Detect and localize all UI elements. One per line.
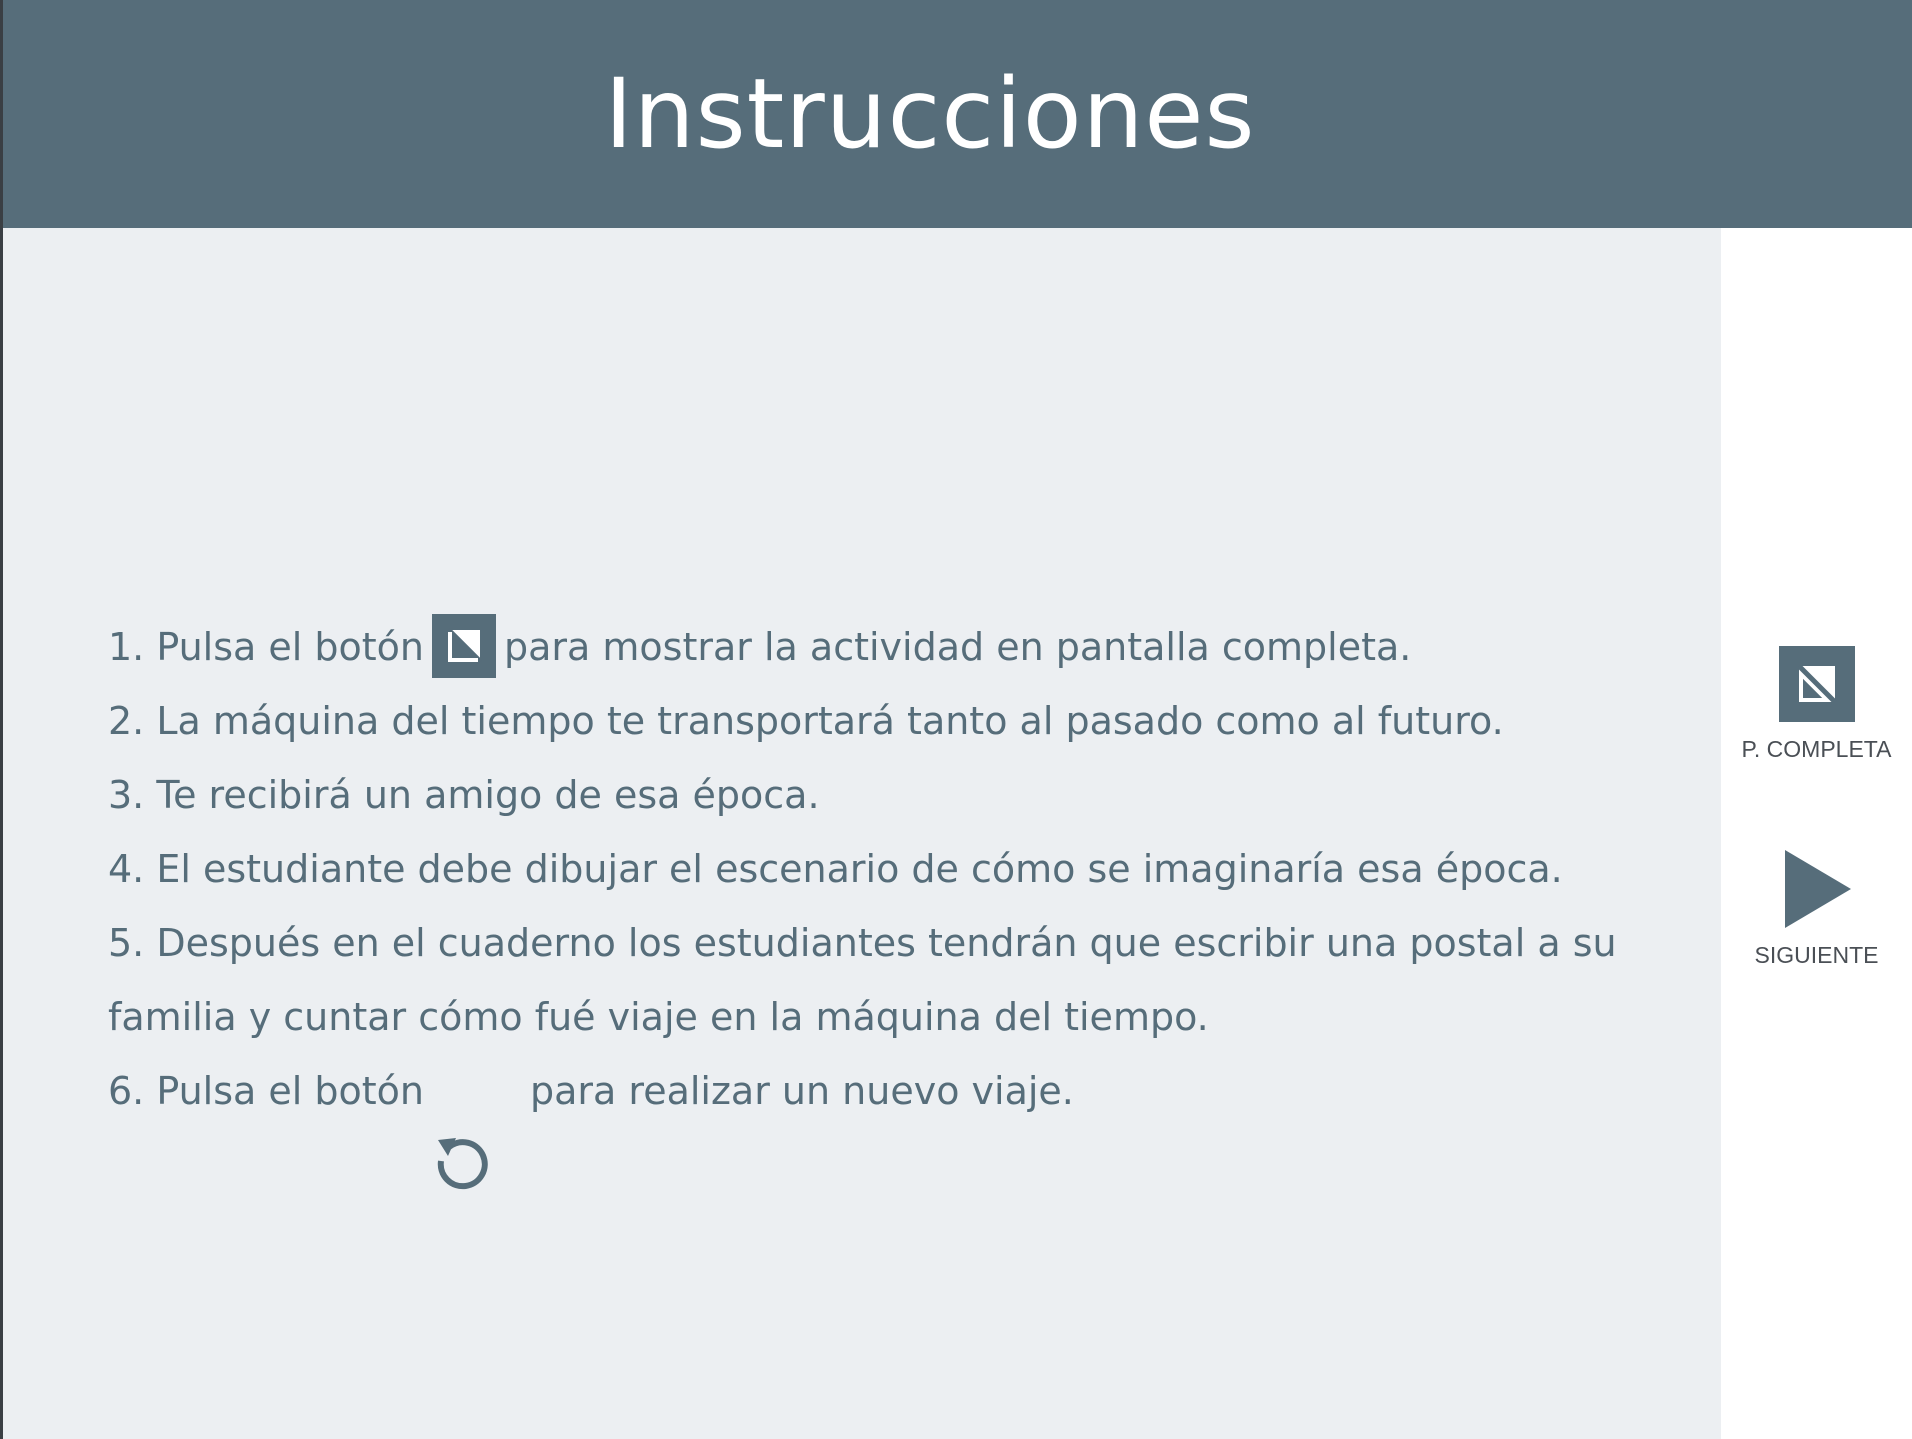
next-button[interactable]: [1721, 850, 1912, 969]
instruction-6: [108, 1054, 1548, 1128]
instruction-2: 2. La máquina del tiempo te transportará tanto al pasado como al futuro.: [108, 699, 1504, 743]
reload-icon: [432, 1130, 494, 1192]
instruction-1: [108, 610, 1548, 684]
page-title: Instrucciones: [604, 58, 1256, 170]
fullscreen-icon: [1779, 646, 1855, 722]
instructions-list: [108, 610, 1617, 1128]
instruction-1-end: para mostrar la actividad en pantalla completa.: [504, 625, 1412, 669]
instruction-5-part-2: familia y cuntar cómo fué viaje en la máquina del tiempo.: [108, 995, 1209, 1039]
header-bar: [3, 0, 1912, 228]
instruction-5-part-1: 5. Después en el cuaderno los estudiantes tendrán que escribir una postal a su: [108, 921, 1617, 965]
instructions-panel: [3, 228, 1721, 1439]
instruction-6-end: para realizar un nuevo viaje.: [530, 1069, 1074, 1113]
play-triangle-icon: [1782, 850, 1852, 928]
sidebar: [1721, 228, 1912, 1439]
instruction-1-start: 1. Pulsa el botón: [108, 625, 425, 669]
fullscreen-icon: [432, 614, 496, 678]
next-label: SIGUIENTE: [1754, 942, 1879, 968]
fullscreen-label: P. COMPLETA: [1741, 736, 1892, 762]
instruction-6-start: 6. Pulsa el botón: [108, 1069, 425, 1113]
instruction-3: 3. Te recibirá un amigo de esa época.: [108, 773, 820, 817]
fullscreen-button[interactable]: [1721, 646, 1912, 763]
instruction-4: 4. El estudiante debe dibujar el escenario de cómo se imaginaría esa época.: [108, 847, 1563, 891]
